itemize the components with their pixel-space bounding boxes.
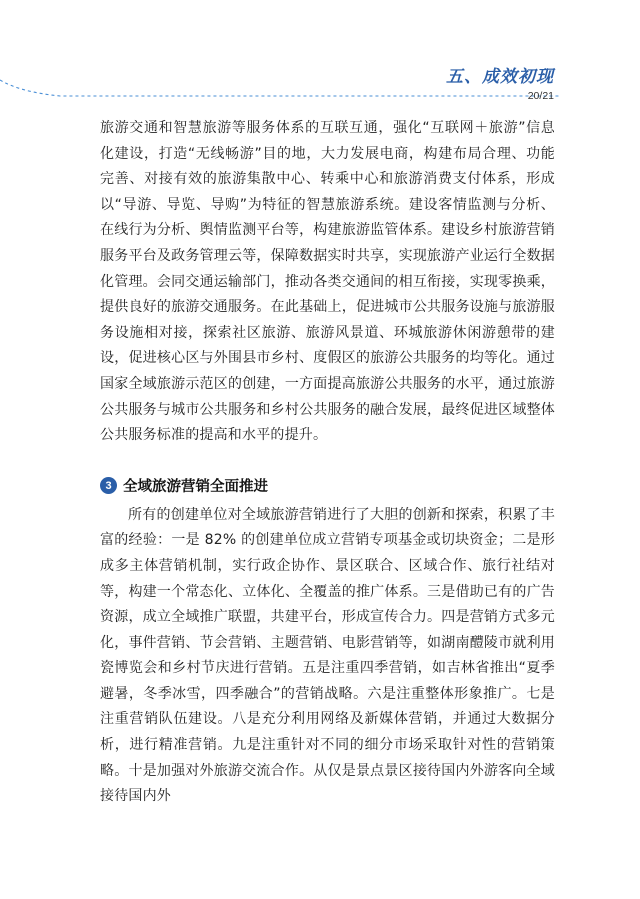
page-number: 20/21 [527,90,554,102]
body-paragraph-2: 所有的创建单位对全域旅游营销进行了大胆的创新和探索，积累了丰富的经验：一是 82% 的创建单位成立营销专项基金或切块资金；二是形成多主体营销机制，实行政企协作、景区联合、区域合作、旅行社结对等，构建一个常态化、立体化、全覆盖的推广体系。三是借助已有的广告资源，成立全域推广联盟，共建平台，形成宣传合力。四是营销方式多元化，事件营销、节会营销、主题营销、电影营销等，如湖南醴陵市就利用瓷博览会和乡村节庆进行营销。五是注重四季营销，如吉林省推出“夏季避暑，冬季冰雪，四季融合”的营销战略。六是注重整体形象推广。七是注重营销队伍建设。八是充分利用网络及新媒体营销，并通过大数据分析，进行精准营销。九是注重针对不同的细分市场采取针对性的营销策略。十是加强对外旅游交流合作。从仅是景点景区接待国内外游客向全域接待国内外 [100,506,555,805]
main-content [100,116,555,810]
subsection-heading [100,473,555,499]
body-paragraph-1: 旅游交通和智慧旅游等服务体系的互联互通，强化“互联网＋旅游”信息化建设，打造“无线畅游”目的地，大力发展电商，构建布局合理、功能完善、对接有效的旅游集散中心、转乘中心和旅游消费支付体系，形成以“导游、导览、导购”为特征的智慧旅游系统。建设客情监测与分析、在线行为分析、舆情监测平台等，构建旅游监管体系。建设乡村旅游营销服务平台及政务管理云等，保障数据实时共享，实现旅游产业运行全数据化管理。会同交通运输部门，推动各类交通间的相互衔接，实现零换乘，提供良好的旅游交通服务。在此基础上，促进城市公共服务设施与旅游服务设施相对接，探索社区旅游、旅游风景道、环城旅游休闲游憩带的建设，促进核心区与外围县市乡村、度假区的旅游公共服务的均等化。通过国家全域旅游示范区的创建，一方面提高旅游公共服务的水平，通过旅游公共服务与城市公共服务和乡村公共服务的融合发展，最终促进区域整体公共服务标准的提高和水平的提升。 [100,120,555,444]
page-header [0,0,640,110]
subsection-title: 全域旅游营销全面推进 [123,479,268,496]
subsection-number-badge: 3 [100,477,117,494]
section-title: 五、成效初现 [446,67,554,87]
